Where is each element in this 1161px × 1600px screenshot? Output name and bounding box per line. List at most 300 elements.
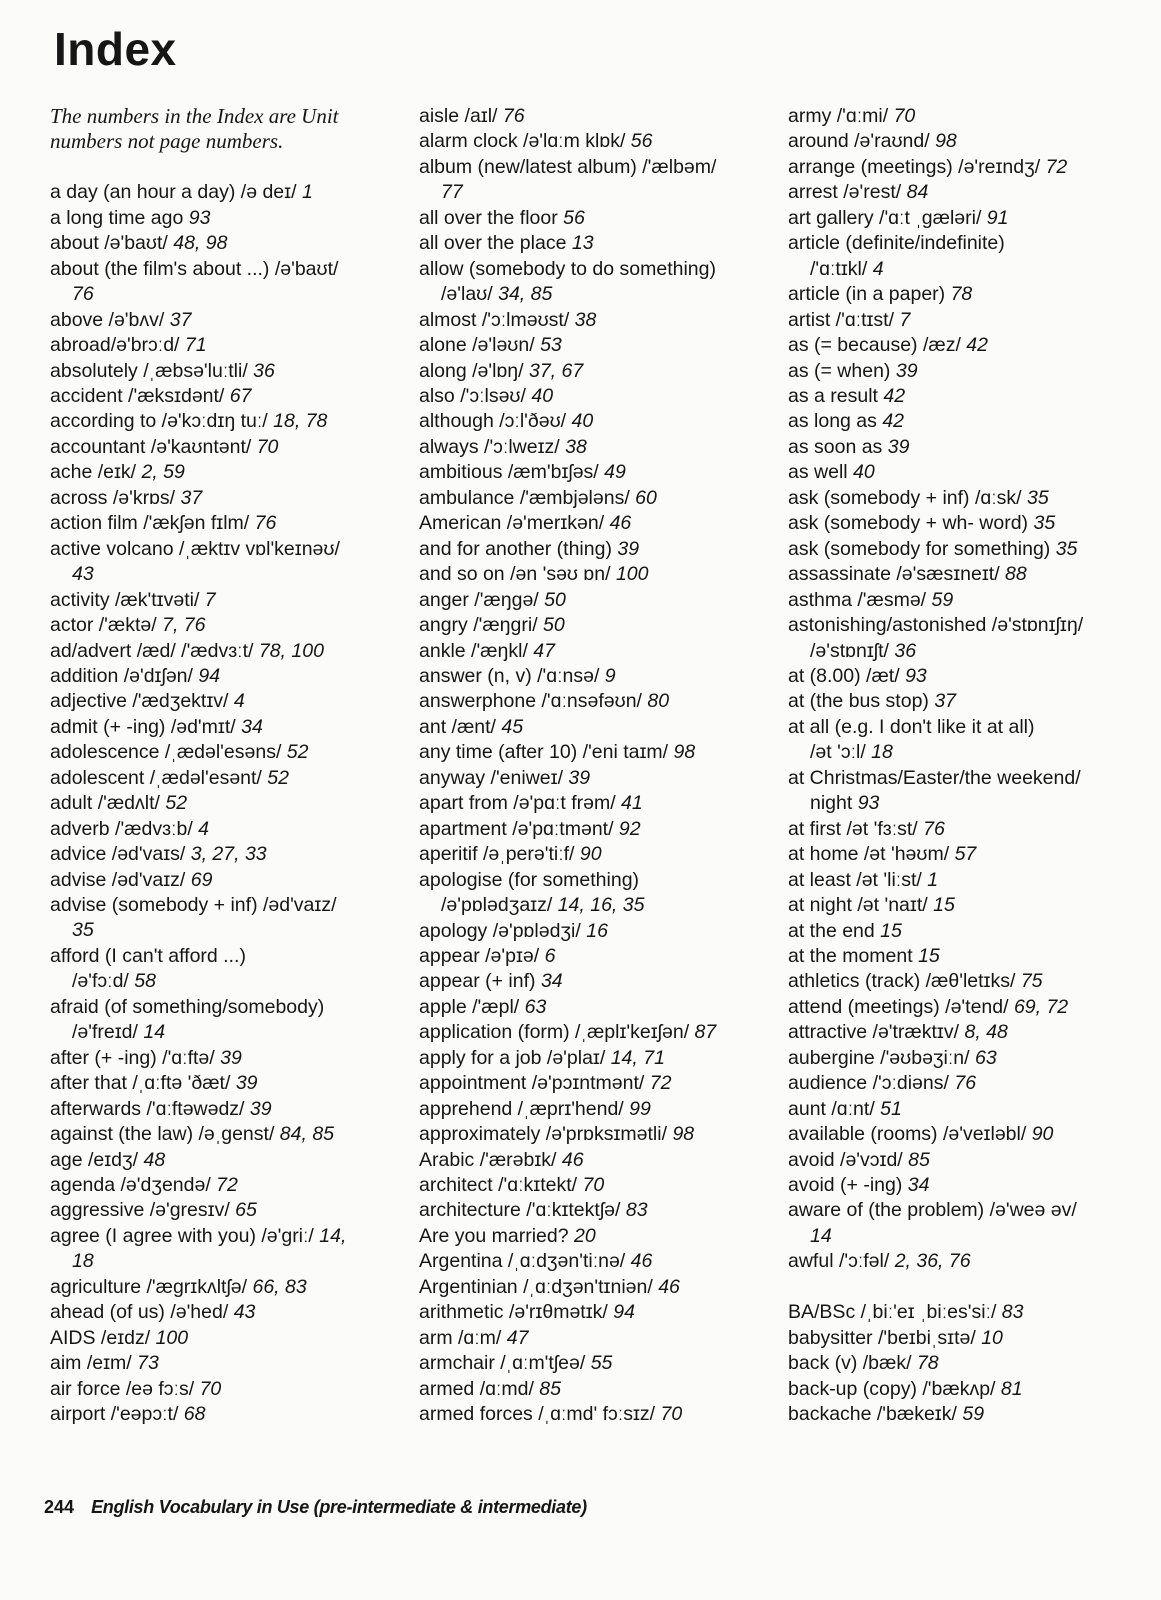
index-entry [50,740,410,765]
unit-numbers: 94 [198,664,221,687]
entry-term: adjective /'ædʒektɪv/ [50,690,234,713]
unit-numbers: 46 [609,512,632,535]
unit-numbers: 14 [810,1224,832,1247]
unit-numbers: 1 [301,181,313,204]
entry-term: arm /ɑːm/ [419,1326,507,1349]
unit-numbers: 98 [673,741,696,764]
index-entry [788,588,1148,613]
unit-numbers: 37 [180,486,203,509]
unit-numbers: 51 [880,1097,902,1120]
index-entry [788,104,1148,129]
unit-numbers: 84 [906,181,929,204]
entry-term: album (new/latest album) /'ælbəm/ [419,155,717,178]
index-entry [419,995,779,1020]
entry-term: arrest /ə'rest/ [788,181,907,204]
entry-term: advise /əd'vaɪz/ [50,868,191,891]
index-entry [50,715,410,740]
entry-term: about /ə'baʊt/ [50,232,174,255]
unit-numbers: 70 [199,1377,222,1400]
entry-term: all over the floor [419,206,564,229]
index-entry [50,486,410,511]
entry-term: back-up (copy) /'bækʌp/ [788,1377,1001,1400]
index-entry [788,919,1148,944]
unit-numbers: 77 [441,181,463,204]
unit-numbers: 88 [1005,563,1027,586]
unit-numbers: 20 [573,1224,596,1247]
index-entry [419,868,779,893]
unit-numbers: 8, 48 [964,1021,1008,1044]
unit-numbers: 7 [204,588,216,611]
unit-numbers: 50 [544,588,566,611]
index-entry [788,1020,1148,1045]
unit-numbers: 70 [256,435,279,458]
index-entry [788,180,1148,205]
entry-term: any time (after 10) /'eni taɪm/ [419,741,674,764]
entry-term: ant /ænt/ [419,715,502,738]
entry-term: airport /'eəpɔːt/ [50,1403,184,1426]
entry-term: along /ə'lɒŋ/ [419,359,529,382]
entry-term: against (the law) /əˌgenst/ [50,1123,280,1146]
entry-term: advice /əd'vaɪs/ [50,843,191,866]
index-entry [419,1377,779,1402]
index-entry [788,817,1148,842]
index-entry [788,969,1148,994]
unit-numbers: 2, 36, 76 [894,1250,971,1273]
index-entry [50,613,410,638]
entry-term: answerphone /'ɑːnsəfəʊn/ [419,690,648,713]
unit-numbers: 9 [604,664,616,687]
index-entry [788,1071,1148,1096]
unit-numbers: 59 [931,588,954,611]
entry-term: a long time ago [50,206,189,229]
entry-term: aisle /aɪl/ [419,105,503,127]
entry-term: Argentina /ˌɑːdʒən'tiːnə/ [419,1250,631,1273]
entry-term: at (the bus stop) [788,690,935,713]
entry-term: aubergine /'əʊbəʒiːn/ [788,1046,975,1069]
index-entry [419,562,779,587]
entry-term: above /ə'bʌv/ [50,308,170,331]
entry-term: ask (somebody + inf) /ɑːsk/ [788,486,1027,509]
entry-term: ambitious /æm'bɪʃəs/ [419,461,605,484]
index-entry-continuation [50,918,410,943]
index-entry [419,1224,779,1249]
index-entry [419,1020,779,1045]
unit-numbers: 38 [574,308,597,331]
entry-term: ahead (of us) /ə'hed/ [50,1301,234,1324]
index-entry [50,1351,410,1376]
index-column-3 [788,104,1148,1428]
entry-term: athletics (track) /æθ'letɪks/ [788,970,1021,993]
unit-numbers: 90 [579,843,602,866]
unit-numbers: 39 [887,435,910,458]
section-gap [788,1275,1148,1300]
unit-numbers: 76 [254,512,277,535]
unit-numbers: 49 [604,461,626,484]
unit-numbers: 10 [981,1326,1003,1349]
unit-numbers: 63 [974,1046,997,1069]
index-entry [419,664,779,689]
index-entry [788,868,1148,893]
entry-term: article (definite/indefinite) [788,232,1005,255]
index-entry [788,995,1148,1020]
entry-list [419,104,779,1428]
unit-numbers: 56 [563,206,585,229]
unit-numbers: 85 [539,1377,561,1400]
entry-term: asthma /'æsmə/ [788,588,932,611]
entry-term: appear (+ inf) [419,970,541,993]
entry-term: arrange (meetings) /ə'reɪndʒ/ [788,155,1046,178]
unit-numbers: 93 [188,206,211,229]
entry-term: apply for a job /ə'plaɪ/ [419,1046,611,1069]
entry-term: addition /ə'dɪʃən/ [50,664,199,687]
unit-numbers: 42 [882,410,905,433]
entry-term: actor /'æktə/ [50,614,163,637]
index-entry [50,180,410,205]
unit-numbers: 52 [286,741,309,764]
index-entry [788,231,1148,256]
index-entry [788,1122,1148,1147]
unit-numbers: 87 [694,1021,717,1044]
index-entry [50,944,410,969]
unit-numbers: 70 [582,1174,605,1197]
index-entry [419,384,779,409]
index-entry [50,689,410,714]
entry-term: always /'ɔːlweɪz/ [419,435,566,458]
entry-term: ankle /'æŋkl/ [419,639,534,662]
unit-numbers: 55 [590,1352,613,1375]
index-entry [788,1097,1148,1122]
entry-term: afterwards /'ɑːftəwədz/ [50,1097,250,1120]
index-entry [419,1148,779,1173]
entry-term: at home /ət 'həʊm/ [788,843,955,866]
index-entry [50,1224,410,1249]
index-entry-continuation [50,562,410,587]
index-entry [419,308,779,333]
unit-numbers: 100 [155,1326,189,1349]
index-entry [419,231,779,256]
index-entry [419,129,779,154]
index-entry [788,511,1148,536]
unit-numbers: 6 [544,944,556,967]
unit-numbers: 45 [501,715,524,738]
index-entry [788,689,1148,714]
entry-term: army /'ɑːmi/ [788,105,894,127]
unit-numbers: 35 [1055,537,1078,560]
unit-numbers: 14 [143,1021,166,1044]
entry-term: awful /'ɔːfəl/ [788,1250,895,1273]
entry-term: around /ə'raʊnd/ [788,130,936,153]
unit-numbers: 1 [927,868,939,891]
index-entry [419,766,779,791]
entry-term: across /ə'krɒs/ [50,486,181,509]
index-entry [50,664,410,689]
index-entry [50,537,410,562]
index-entry [788,359,1148,384]
unit-numbers: 69 [190,868,213,891]
index-entry [50,511,410,536]
entry-term: back (v) /bæk/ [788,1352,917,1375]
unit-numbers: 18 [871,741,893,764]
index-entry [788,129,1148,154]
unit-numbers: 15 [918,944,940,967]
unit-numbers: 84, 85 [279,1123,335,1146]
entry-term: alarm clock /ə'lɑːm klɒk/ [419,130,631,153]
unit-numbers: 70 [893,105,916,127]
entry-term: adolescence /ˌædəl'esəns/ [50,741,287,764]
unit-numbers: 36 [253,359,275,382]
index-entry [788,766,1148,791]
unit-numbers: 73 [137,1352,159,1375]
index-entry [788,562,1148,587]
unit-numbers: 80 [647,690,670,713]
index-entry [50,359,410,384]
unit-numbers: 59 [962,1403,985,1426]
unit-numbers: 3, 27, 33 [190,843,267,866]
index-entry [50,842,410,867]
entry-term: article (in a paper) [788,283,951,306]
index-entry [419,740,779,765]
entry-term: aunt /ɑːnt/ [788,1097,881,1120]
entry-term: Argentinian /ˌɑːdʒən'tɪniən/ [419,1275,659,1298]
index-entry [788,1173,1148,1198]
index-entry [419,715,779,740]
index-entry [419,1326,779,1351]
unit-numbers: 48 [143,1148,166,1171]
unit-numbers: 52 [267,766,289,789]
index-entry [419,1173,779,1198]
entry-term: at the moment [788,944,919,967]
index-entry [50,409,410,434]
entry-term: absolutely /ˌæbsə'luːtli/ [50,359,254,382]
unit-numbers: 34, 85 [498,283,553,306]
unit-numbers: 37 [934,690,957,713]
index-entry [50,1300,410,1325]
unit-numbers: 35 [1033,512,1056,535]
unit-numbers: 14, [319,1224,347,1247]
index-entry [50,384,410,409]
entry-term: approximately /ə'prɒksɪmətli/ [419,1123,673,1146]
unit-numbers: 72 [216,1174,238,1197]
unit-numbers: 57 [954,843,977,866]
index-entry [50,817,410,842]
entry-term: astonishing/astonished /ə'stɒnɪʃɪŋ/ [788,614,1084,637]
index-entry [50,1046,410,1071]
unit-numbers: 15 [880,919,902,942]
unit-numbers: 39 [235,1072,258,1095]
index-entry [419,817,779,842]
entry-term: AIDS /eɪdz/ [50,1326,156,1349]
index-entry [788,1402,1148,1427]
entry-term: backache /'bækeɪk/ [788,1403,963,1426]
unit-numbers: 38 [565,435,587,458]
index-entry [788,206,1148,231]
unit-numbers: 46 [561,1148,584,1171]
unit-numbers: 4 [233,690,245,713]
unit-numbers: 100 [615,563,649,586]
index-entry-continuation [788,740,1148,765]
index-entry-continuation [788,791,1148,816]
index-entry [788,944,1148,969]
unit-numbers: 76 [502,105,525,127]
unit-numbers: 56 [630,130,653,153]
entry-term: audience /'ɔːdiəns/ [788,1072,955,1095]
entry-term: avoid (+ -ing) [788,1174,908,1197]
index-entry [419,969,779,994]
unit-numbers: 90 [1031,1123,1054,1146]
index-entry-continuation [50,1249,410,1274]
entry-term: and so on /ən 'səʊ ɒn/ [419,563,616,586]
index-entry [419,435,779,460]
index-entry [788,409,1148,434]
entry-term: aware of (the problem) /ə'weə əv/ [788,1199,1077,1222]
entry-term: Are you married? [419,1224,574,1247]
entry-term: accident /'æksɪdənt/ [50,384,230,407]
unit-numbers: 41 [621,792,643,815]
index-entry [788,1377,1148,1402]
entry-term: ache /eɪk/ [50,461,142,484]
index-entry-continuation [788,1224,1148,1249]
entry-term: at least /ət 'liːst/ [788,868,928,891]
index-entry [419,1275,779,1300]
unit-numbers: 48, 98 [173,232,228,255]
entry-term: as well [788,461,854,484]
index-entry [419,1351,779,1376]
entry-term: at (8.00) /æt/ [788,664,906,687]
index-entry [788,1148,1148,1173]
entry-term: agenda /ə'dʒendə/ [50,1174,217,1197]
index-column-1 [50,104,410,1428]
index-entry [50,893,410,918]
index-entry [788,613,1148,638]
index-entry [788,664,1148,689]
unit-numbers: 78, 100 [258,639,324,662]
entry-term: artist /'ɑːtɪst/ [788,308,900,331]
index-entry [50,257,410,282]
unit-numbers: 40 [853,461,875,484]
entry-term: ask (somebody for something) [788,537,1056,560]
book-title: English Vocabulary in Use (pre-intermediate & intermediate) [91,1497,587,1517]
index-entry [419,791,779,816]
entry-term: activity /æk'tɪvəti/ [50,588,205,611]
entry-term: and for another (thing) [419,537,618,560]
entry-term: at night /ət 'naɪt/ [788,894,934,917]
index-entry [419,333,779,358]
index-entry [419,486,779,511]
entry-term: apologise (for something) [419,868,640,891]
entry-term: as soon as [788,435,888,458]
entry-term: as long as [788,410,883,433]
page-footer [44,1497,587,1518]
unit-numbers: 39 [617,537,640,560]
entry-term: armed /ɑːmd/ [419,1377,540,1400]
entry-term: apart from /ə'pɑːt frəm/ [419,792,622,815]
unit-numbers: 70 [660,1403,683,1426]
entry-term: accountant /ə'kaʊntənt/ [50,435,257,458]
entry-term: arithmetic /ə'rɪθmətɪk/ [419,1301,614,1324]
unit-numbers: 63 [524,995,547,1018]
index-entry [419,689,779,714]
entry-term: appointment /ə'pɔɪntmənt/ [419,1072,650,1095]
entry-term: alone /ə'ləʊn/ [419,334,541,357]
entry-term: anger /'æŋgə/ [419,588,545,611]
unit-numbers: 14, 71 [610,1046,665,1069]
entry-term: action film /'ækʃən fɪlm/ [50,512,255,535]
unit-numbers: 34 [241,715,263,738]
entry-term: at the end [788,919,881,942]
entry-term: armchair /ˌɑːm'tʃeə/ [419,1352,591,1375]
unit-numbers: 43 [233,1301,256,1324]
entry-term: adolescent /ˌædəl'esənt/ [50,766,268,789]
unit-numbers: 76 [923,817,945,840]
entry-term: ask (somebody + wh- word) [788,512,1034,535]
unit-numbers: 60 [635,486,657,509]
entry-term: agree (I agree with you) /ə'griː/ [50,1224,320,1247]
entry-term: architect /'ɑːkɪtekt/ [419,1174,583,1197]
entry-term: ambulance /'æmbjələns/ [419,486,636,509]
entry-term: Arabic /'ærəbɪk/ [419,1148,562,1171]
unit-numbers: 34 [907,1174,930,1197]
index-entry [788,435,1148,460]
unit-numbers: 37 [169,308,192,331]
unit-numbers: 94 [613,1301,635,1324]
entry-term: /ət 'ɔːl/ [810,741,872,764]
unit-numbers: 78 [950,283,973,306]
entry-term: agriculture /'ægrɪkʌltʃə/ [50,1275,253,1298]
page-number: 244 [44,1497,75,1517]
unit-numbers: 98 [935,130,957,153]
entry-term: /'ɑːtɪkl/ [810,257,873,280]
index-entry [788,1300,1148,1325]
entry-term: angry /'æŋgri/ [419,614,544,637]
index-entry [50,1198,410,1223]
index-entry [788,1351,1148,1376]
entry-term: apartment /ə'pɑːtmənt/ [419,817,619,840]
unit-numbers: 47 [533,639,555,662]
unit-numbers: 13 [571,232,594,255]
index-entry-continuation [50,282,410,307]
index-entry [419,1097,779,1122]
index-entry [50,206,410,231]
entry-term: all over the place [419,232,572,255]
index-entry [419,613,779,638]
entry-term: as a result [788,384,884,407]
unit-numbers: 15 [933,894,955,917]
unit-numbers: 47 [506,1326,529,1349]
unit-numbers: 34 [540,970,563,993]
unit-numbers: 35 [72,919,94,942]
unit-numbers: 75 [1020,970,1043,993]
index-entry [50,333,410,358]
unit-numbers: 7, 76 [162,614,206,637]
entry-term: active volcano /ˌæktɪv vɒl'keɪnəʊ/ [50,537,340,560]
index-entry [50,1148,410,1173]
index-entry [419,1300,779,1325]
entry-term: as (= when) [788,359,896,382]
index-entry [419,842,779,867]
entry-list [50,180,410,1427]
unit-numbers: 65 [235,1199,257,1222]
entry-term: /ə'fɔːd/ [72,970,135,993]
index-entry [419,1402,779,1427]
unit-numbers: 76 [72,283,94,306]
entry-term: at first /ət 'fɜːst/ [788,817,924,840]
entry-term: architecture /'ɑːkɪtektʃə/ [419,1199,626,1222]
index-entry-continuation [419,180,779,205]
unit-numbers: 72 [649,1072,672,1095]
index-entry-continuation [419,282,779,307]
unit-numbers: 2, 59 [141,461,185,484]
index-entry-continuation [50,969,410,994]
